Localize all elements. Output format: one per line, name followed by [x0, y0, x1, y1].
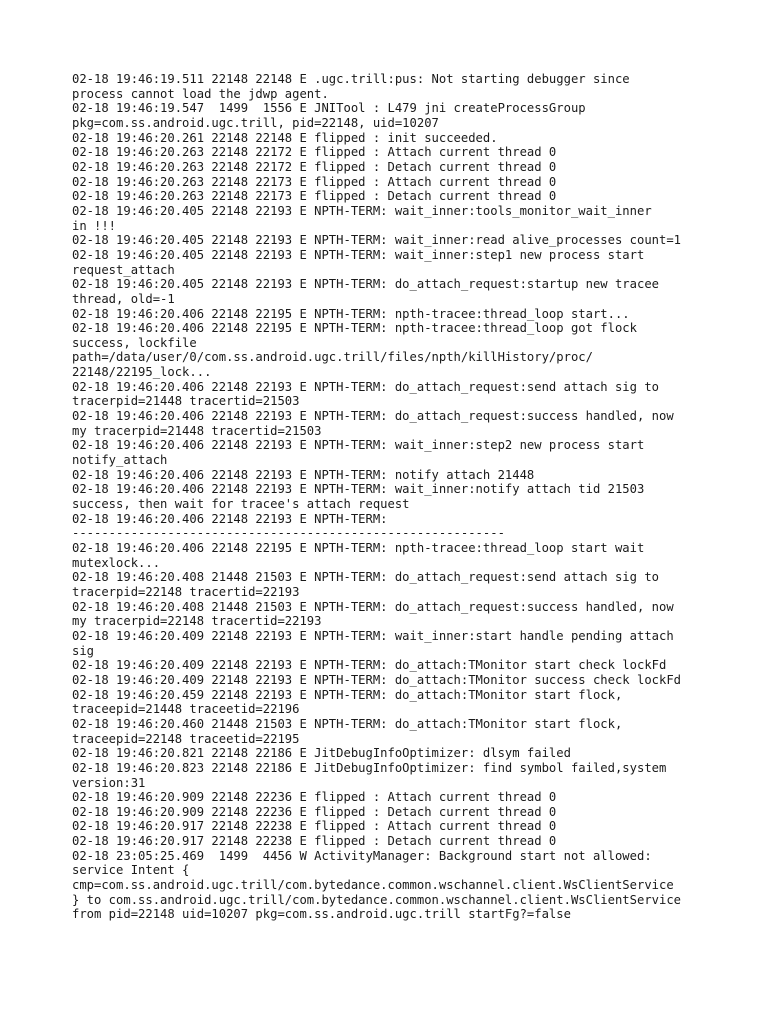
- log-line: service Intent {: [72, 863, 190, 878]
- log-line: 02-18 19:46:20.408 21448 21503 E NPTH-TERM: do_attach_request:send attach sig to: [72, 570, 659, 585]
- log-line: sig: [72, 643, 95, 658]
- log-line: 02-18 19:46:20.406 22148 22195 E NPTH-TERM: npth-tracee:thread_loop start wait: [72, 541, 645, 555]
- log-document: [72, 72, 712, 922]
- log-line: 02-18 19:46:20.409 22148 22193 E NPTH-TERM: wait_inner:start handle pending attach: [72, 628, 674, 643]
- log-line: } to com.ss.android.ugc.trill/com.bytedance.common.wschannel.client.WsClientService: [72, 892, 682, 907]
- log-line: 02-18 19:46:20.406 22148 22193 E NPTH-TERM: wait_inner:notify attach tid 21503: [72, 482, 645, 497]
- log-line: 02-18 19:46:20.917 22148 22238 E flipped : Detach current thread 0: [72, 834, 557, 849]
- log-line: 02-18 23:05:25.469 1499 4456 W ActivityManager: Background start not allowed:: [72, 848, 652, 863]
- log-line: 02-18 19:46:19.547 1499 1556 E JNITool : L479 jni createProcessGroup: [72, 101, 586, 116]
- log-line: notify_attach: [72, 453, 168, 468]
- log-line: 02-18 19:46:20.406 22148 22193 E NPTH-TERM: do_attach_request:send attach sig to: [72, 379, 659, 394]
- log-line: process cannot load the jdwp agent.: [72, 86, 329, 101]
- log-line: from pid=22148 uid=10207 pkg=com.ss.android.ugc.trill startFg?=false: [72, 907, 571, 922]
- log-line: 22148/22195_lock...: [72, 365, 212, 380]
- log-line: tracerpid=22148 tracertid=22193: [72, 584, 300, 599]
- log-line: 02-18 19:46:20.406 22148 22195 E NPTH-TERM: npth-tracee:thread_loop got flock: [72, 321, 637, 336]
- log-line: 02-18 19:46:20.261 22148 22148 E flipped : init succeeded.: [72, 130, 498, 145]
- log-line: 02-18 19:46:20.406 22148 22193 E NPTH-TERM:: [72, 511, 388, 526]
- log-line: 02-18 19:46:20.821 22148 22186 E JitDebugInfoOptimizer: dlsym failed: [72, 746, 571, 761]
- log-line: 02-18 19:46:20.405 22148 22193 E NPTH-TERM: wait_inner:step1 new process start: [72, 247, 645, 262]
- log-line: traceepid=22148 traceetid=22195: [72, 731, 300, 746]
- log-line: 02-18 19:46:20.263 22148 22172 E flipped : Attach current thread 0: [72, 145, 557, 160]
- log-line: 02-18 19:46:20.409 22148 22193 E NPTH-TERM: do_attach:TMonitor success check lockFd: [72, 672, 682, 687]
- log-line: 02-18 19:46:19.511 22148 22148 E .ugc.trill:pus: Not starting debugger since: [72, 72, 630, 86]
- log-line: 02-18 19:46:20.263 22148 22173 E flipped : Detach current thread 0: [72, 189, 557, 204]
- log-line: 02-18 19:46:20.917 22148 22238 E flipped : Attach current thread 0: [72, 819, 557, 834]
- log-line: 02-18 19:46:20.406 22148 22193 E NPTH-TERM: wait_inner:step2 new process start: [72, 438, 645, 453]
- log-line: 02-18 19:46:20.406 22148 22195 E NPTH-TERM: npth-tracee:thread_loop start...: [72, 306, 630, 321]
- log-line: in !!!: [72, 218, 117, 233]
- log-line: 02-18 19:46:20.405 22148 22193 E NPTH-TERM: wait_inner:read alive_processes count=1: [72, 233, 682, 248]
- log-line: 02-18 19:46:20.409 22148 22193 E NPTH-TERM: do_attach:TMonitor start check lockFd: [72, 658, 667, 673]
- log-line: thread, old=-1: [72, 291, 175, 306]
- log-line: 02-18 19:46:20.459 22148 22193 E NPTH-TERM: do_attach:TMonitor start flock,: [72, 687, 623, 702]
- log-line: 02-18 19:46:20.408 21448 21503 E NPTH-TERM: do_attach_request:success handled, now: [72, 599, 674, 614]
- log-line: path=/data/user/0/com.ss.android.ugc.trill/files/npth/killHistory/proc/: [72, 350, 593, 365]
- log-line: 02-18 19:46:20.460 21448 21503 E NPTH-TERM: do_attach:TMonitor start flock,: [72, 716, 623, 731]
- log-line: 02-18 19:46:20.405 22148 22193 E NPTH-TERM: do_attach_request:startup new tracee: [72, 277, 659, 292]
- log-line: traceepid=21448 traceetid=22196: [72, 702, 300, 717]
- log-line: my tracerpid=22148 tracertid=22193: [72, 614, 322, 629]
- log-line: -----------------------------------------------------------: [72, 526, 505, 541]
- log-line: 02-18 19:46:20.823 22148 22186 E JitDebugInfoOptimizer: find symbol failed,system: [72, 760, 667, 775]
- log-line: my tracerpid=21448 tracertid=21503: [72, 423, 322, 438]
- log-line: success, lockfile: [72, 335, 197, 350]
- log-line: 02-18 19:46:20.909 22148 22236 E flipped : Attach current thread 0: [72, 790, 557, 805]
- log-line: request_attach: [72, 262, 175, 277]
- log-line: 02-18 19:46:20.909 22148 22236 E flipped : Detach current thread 0: [72, 804, 557, 819]
- log-line: tracerpid=21448 tracertid=21503: [72, 394, 300, 409]
- log-line: 02-18 19:46:20.406 22148 22193 E NPTH-TERM: notify attach 21448: [72, 467, 535, 482]
- log-line: success, then wait for tracee's attach request: [72, 497, 410, 512]
- log-line: pkg=com.ss.android.ugc.trill, pid=22148, uid=10207: [72, 115, 439, 130]
- log-line: 02-18 19:46:20.263 22148 22172 E flipped : Detach current thread 0: [72, 159, 557, 174]
- log-line: 02-18 19:46:20.406 22148 22193 E NPTH-TERM: do_attach_request:success handled, now: [72, 409, 674, 424]
- log-line: mutexlock...: [72, 555, 161, 570]
- log-line: version:31: [72, 775, 146, 790]
- log-line: 02-18 19:46:20.263 22148 22173 E flipped : Attach current thread 0: [72, 174, 557, 189]
- log-line: 02-18 19:46:20.405 22148 22193 E NPTH-TERM: wait_inner:tools_monitor_wait_inner: [72, 203, 652, 218]
- log-line: cmp=com.ss.android.ugc.trill/com.bytedance.common.wschannel.client.WsClientService: [72, 878, 674, 893]
